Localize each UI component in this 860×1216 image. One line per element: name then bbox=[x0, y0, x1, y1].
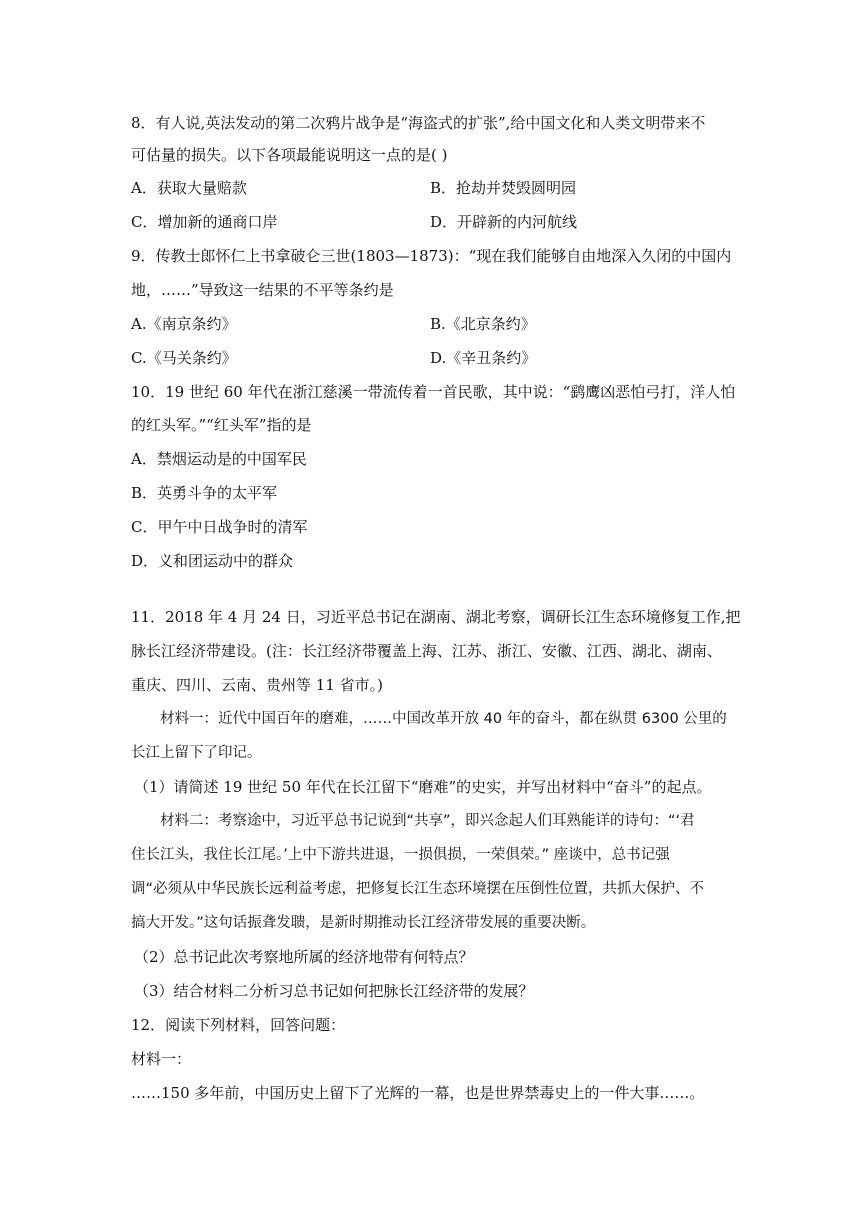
q11-subquestion-3: （3）结合材料二分析习总书记如何把脉长江经济带的发展？ bbox=[134, 982, 534, 1000]
q8-option-c: C．增加新的通商口岸 bbox=[131, 213, 278, 231]
q10-option-d: D．义和团运动中的群众 bbox=[131, 552, 294, 570]
q9-option-d: D.《辛丑条约》 bbox=[430, 349, 537, 367]
q9-stem-line1: 9．传教士郎怀仁上书拿破仑三世(1803—1873)：“现在我们能够自由地深入久闭的中国内 bbox=[131, 247, 732, 265]
q8-stem-line1: 8．有人说,英法发动的第二次鸦片战争是“海盗式的扩张”,给中国文化和人类文明带来不 bbox=[131, 114, 706, 132]
q11-material2-line3: 调“必须从中华民族长远利益考虑，把修复长江生态环境摆在压倒性位置，共抓大保护、不 bbox=[131, 881, 705, 897]
q11-material1-line1: 材料一：近代中国百年的磨难，……中国改革开放 40 年的奋斗，都在纵贯 6300 公里的 bbox=[160, 711, 727, 727]
q8-option-b: B．抢劫并焚毁圆明园 bbox=[430, 179, 577, 197]
q10-option-a: A．禁烟运动是的中国军民 bbox=[131, 450, 307, 468]
q10-option-b: B．英勇斗争的太平军 bbox=[131, 484, 278, 502]
q9-option-c: C.《马关条约》 bbox=[131, 349, 237, 367]
q10-stem-line2: 的红头军。”“红头军”指的是 bbox=[131, 416, 312, 434]
q10-stem-line1: 10．19 世纪 60 年代在浙江慈溪一带流传着一首民歌，其中说：“鹞鹰凶恶怕弓打，洋人怕 bbox=[131, 383, 736, 401]
q11-stem-line3: 重庆、四川、云南、贵州等 11 省市。) bbox=[131, 676, 383, 694]
q9-option-a: A.《南京条约》 bbox=[131, 315, 237, 333]
q9-stem-line2: 地，……”导致这一结果的不平等条约是 bbox=[131, 281, 394, 299]
q11-material2-line2: 住长江头，我住长江尾。’上中下游共进退，一损俱损，一荣俱荣。” 座谈中，总书记强 bbox=[131, 847, 670, 863]
q12-stem-line1: 12．阅读下列材料，回答问题： bbox=[131, 1016, 346, 1034]
q8-option-d: D．开辟新的内河航线 bbox=[430, 213, 578, 231]
q8-option-a: A．获取大量赔款 bbox=[131, 179, 247, 197]
q12-material1-label: 材料一： bbox=[131, 1050, 192, 1068]
q11-subquestion-2: （2）总书记此次考察地所属的经济地带有何特点？ bbox=[134, 948, 474, 966]
q9-option-b: B.《北京条约》 bbox=[430, 315, 536, 333]
q11-stem-line2: 脉长江经济带建设。(注：长江经济带覆盖上海、江苏、浙江、安徽、江西、湖北、湖南、 bbox=[131, 642, 722, 660]
q11-stem-line1: 11．2018 年 4 月 24 日，习近平总书记在湖南、湖北考察，调研长江生态环境修复工作,把 bbox=[131, 608, 741, 626]
q12-material1-text: ……150 多年前，中国历史上留下了光辉的一幕，也是世界禁毒史上的一件大事……。 bbox=[131, 1084, 705, 1102]
q10-option-c: C．甲午中日战争时的清军 bbox=[131, 518, 308, 536]
q11-material1-line2: 长江上留下了印记。 bbox=[131, 745, 262, 761]
q11-material2-line4: 搞大开发。”这句话振聋发聩，是新时期推动长江经济带发展的重要决断。 bbox=[131, 915, 596, 931]
q8-stem-line2: 可估量的损失。以下各项最能说明这一点的是( ) bbox=[131, 146, 448, 164]
q11-subquestion-1: （1）请简述 19 世纪 50 年代在长江留下“磨难”的史实，并写出材料中“奋斗”的起点。 bbox=[134, 778, 712, 796]
q11-material2-line1: 材料二：考察途中，习近平总书记说到“共享”，即兴念起人们耳熟能详的诗句：“‘君 bbox=[160, 813, 695, 829]
